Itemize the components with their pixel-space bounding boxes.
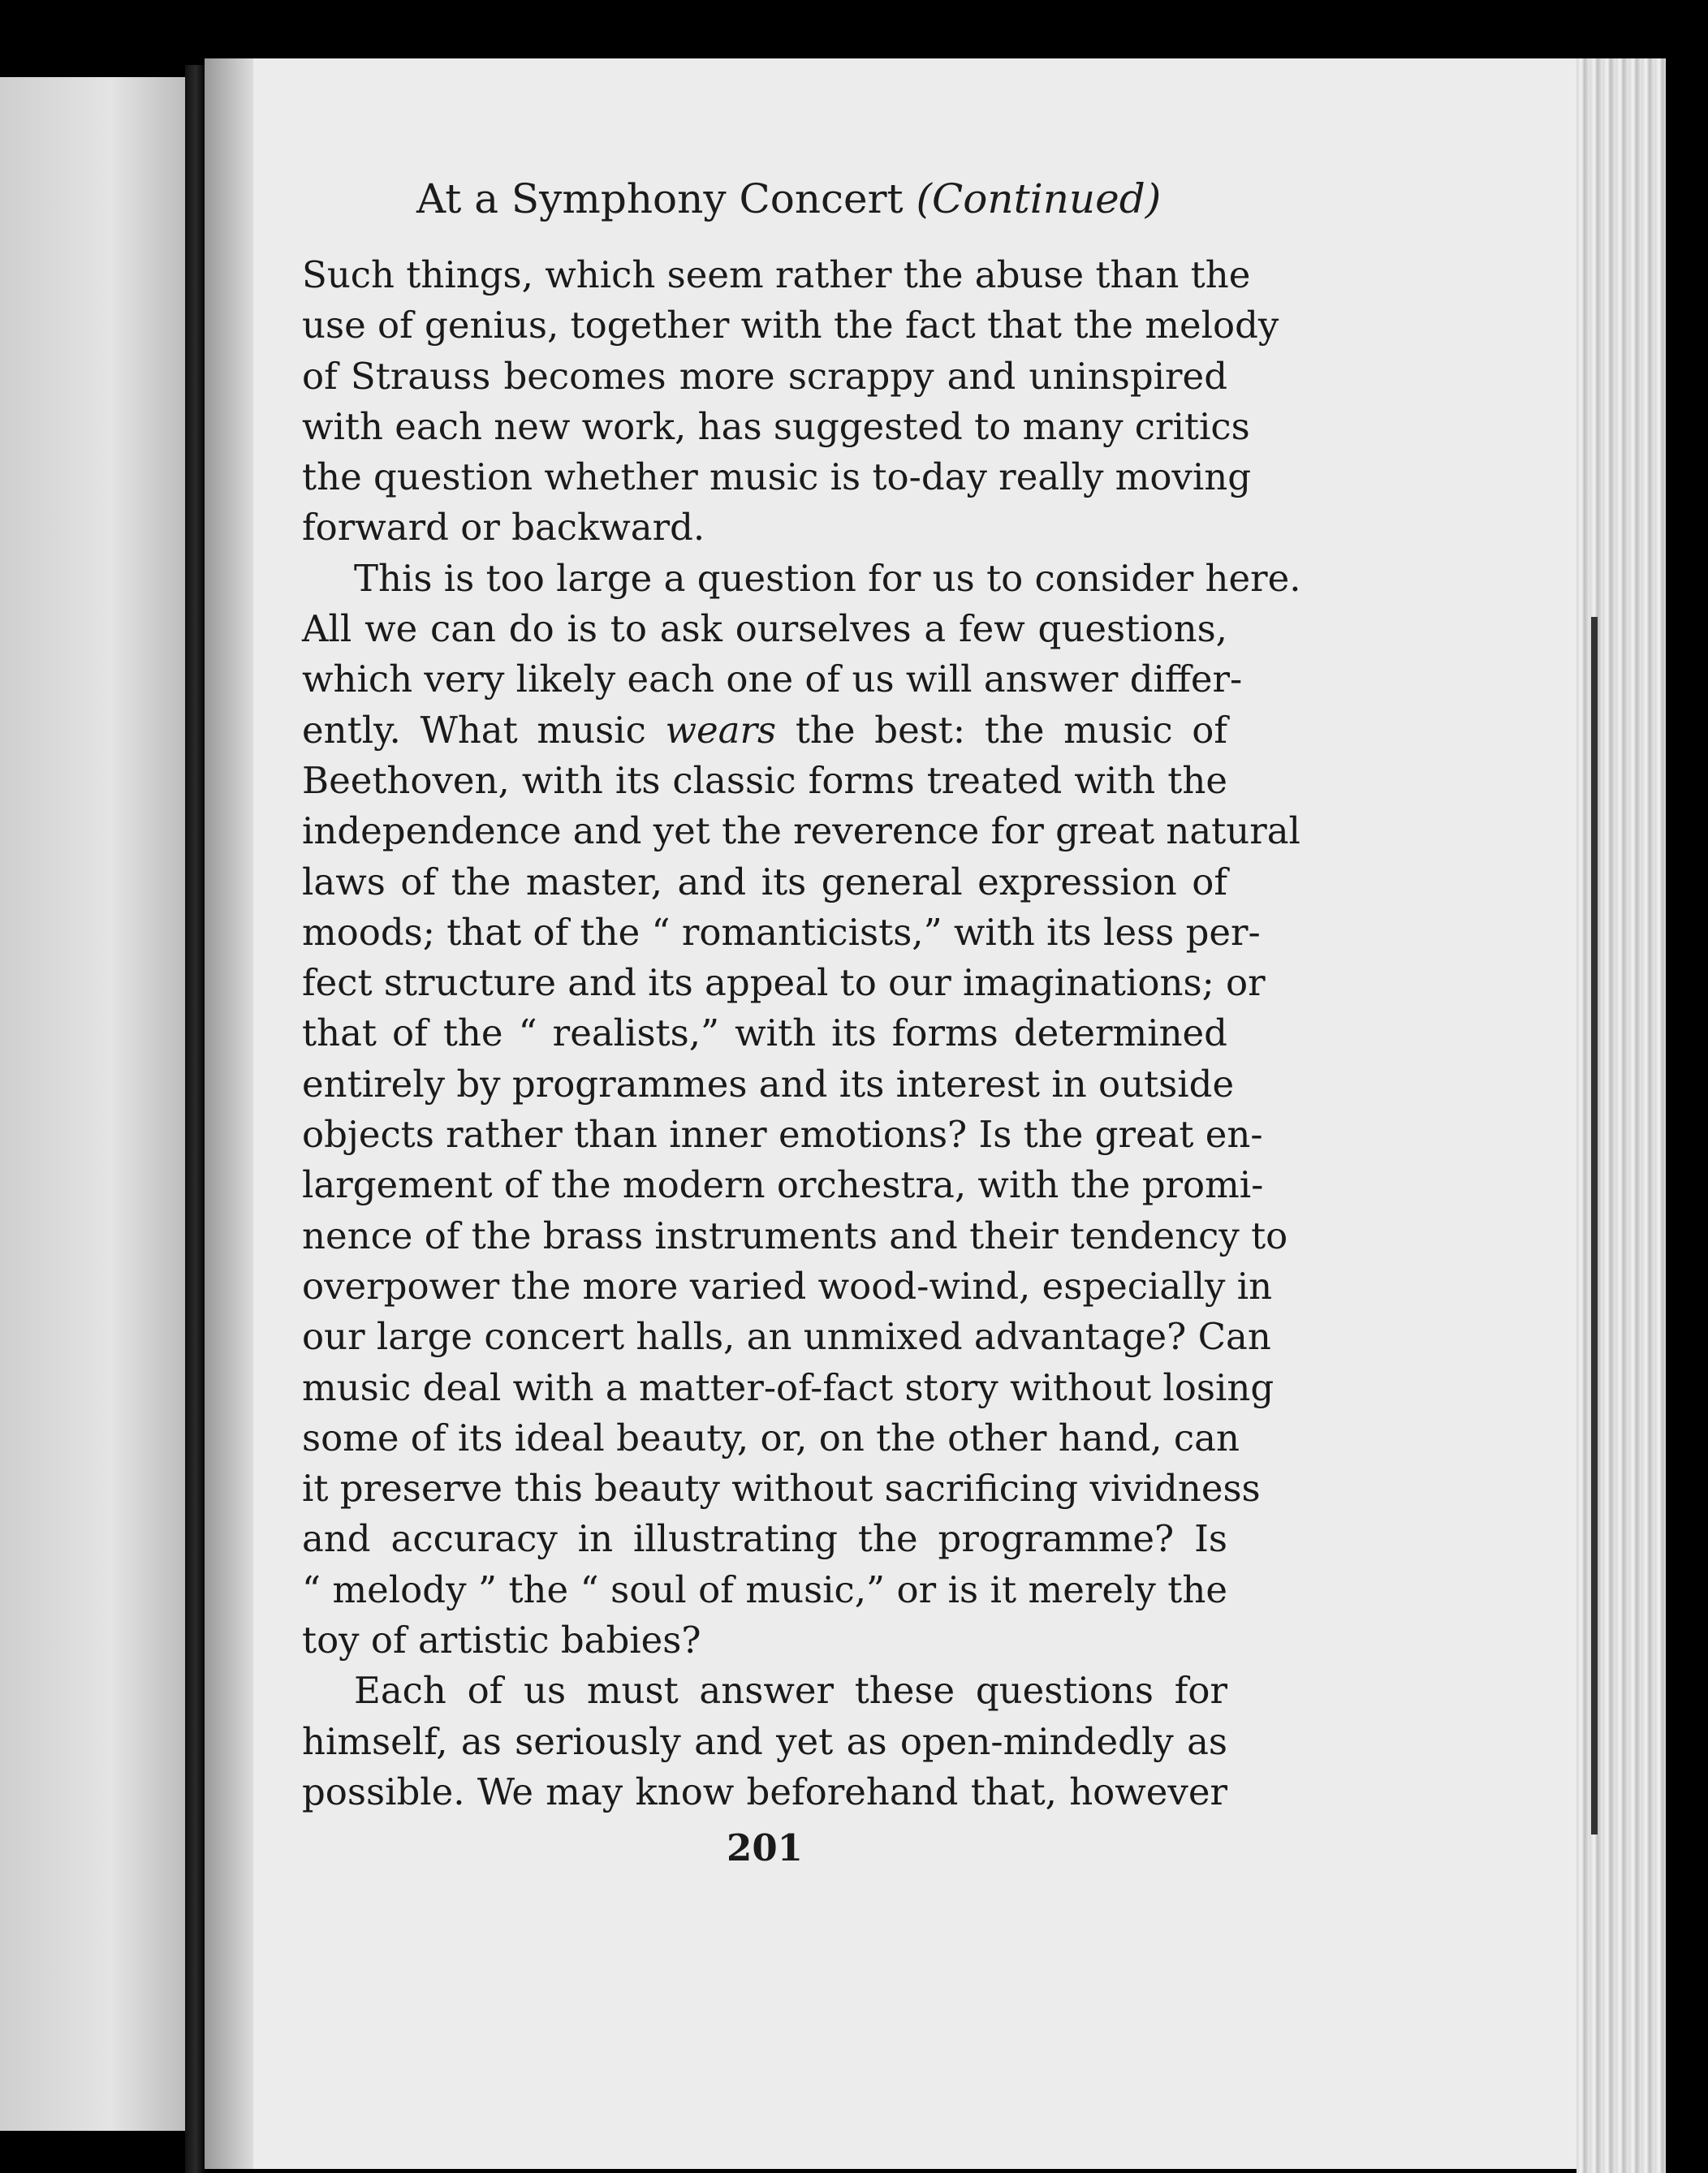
text-line: possible. We may know beforehand that, however [302, 1770, 1227, 1813]
facing-page [0, 77, 185, 2131]
page-edge-shadow [1591, 617, 1598, 1835]
text-line: toy of artistic babies? [302, 1619, 701, 1662]
text-line: the question whether music is to-day really moving [302, 455, 1252, 499]
text-line: “ melody ” the “ soul of music,” or is it merely the [302, 1567, 1227, 1611]
text-line: fect structure and its appeal to our imaginations; or [302, 961, 1266, 1005]
text-line: largement of the modern orchestra, with the promi- [302, 1163, 1264, 1207]
text-line: This is too large a question for us to consider here. [354, 556, 1301, 600]
text-line: moods; that of the “ romanticists,” with its less per- [302, 910, 1261, 954]
page-edges [1576, 58, 1666, 2173]
text-line: entirely by programmes and its interest in outside [302, 1062, 1235, 1106]
book-gutter [185, 65, 206, 2173]
text-line: and accuracy in illustrating the programme? Is [302, 1517, 1227, 1561]
folio-area [302, 0, 1301, 2173]
text-line: it preserve this beauty without sacrificing vividness [302, 1467, 1261, 1511]
text-line: music deal with a matter-of-fact story without losing [302, 1365, 1275, 1409]
running-head-continued: (Continued) [916, 175, 1162, 222]
page-number: 201 [727, 1826, 803, 1869]
text-line: laws of the master, and its general expression of [302, 860, 1227, 903]
text-line: with each new work, has suggested to many critics [302, 404, 1250, 448]
text-line: nence of the brass instruments and their tendency to [302, 1214, 1288, 1257]
text-line: objects rather than inner emotions? Is the great en- [302, 1113, 1263, 1157]
text-line: that of the “ realists,” with its forms determined [302, 1011, 1227, 1055]
text-line: overpower the more varied wood-wind, especially in [302, 1264, 1273, 1308]
text-line: himself, as seriously and yet as open-mindedly as [302, 1719, 1227, 1763]
text-line: All we can do is to ask ourselves a few questions, [302, 607, 1227, 651]
text-line: our large concert halls, an unmixed advantage? Can [302, 1315, 1271, 1359]
text-line: Beethoven, with its classic forms treated with the [302, 758, 1227, 802]
text-line: use of genius, together with the fact that the melody [302, 304, 1279, 347]
text-line: which very likely each one of us will answer differ- [302, 658, 1243, 701]
running-head-title: At a Symphony Concert [416, 175, 904, 222]
text-line: Each of us must answer these questions for [354, 1669, 1227, 1713]
text-line: ently. What music wears the best: the music of [302, 708, 1227, 752]
text-line: some of its ideal beauty, or, on the other hand, can [302, 1416, 1240, 1459]
text-line: forward or backward. [302, 506, 705, 550]
text-line: independence and yet the reverence for great natural [302, 809, 1300, 853]
text-line: Such things, which seem rather the abuse than the [302, 253, 1251, 296]
text-line: of Strauss becomes more scrappy and uninspired [302, 354, 1227, 398]
